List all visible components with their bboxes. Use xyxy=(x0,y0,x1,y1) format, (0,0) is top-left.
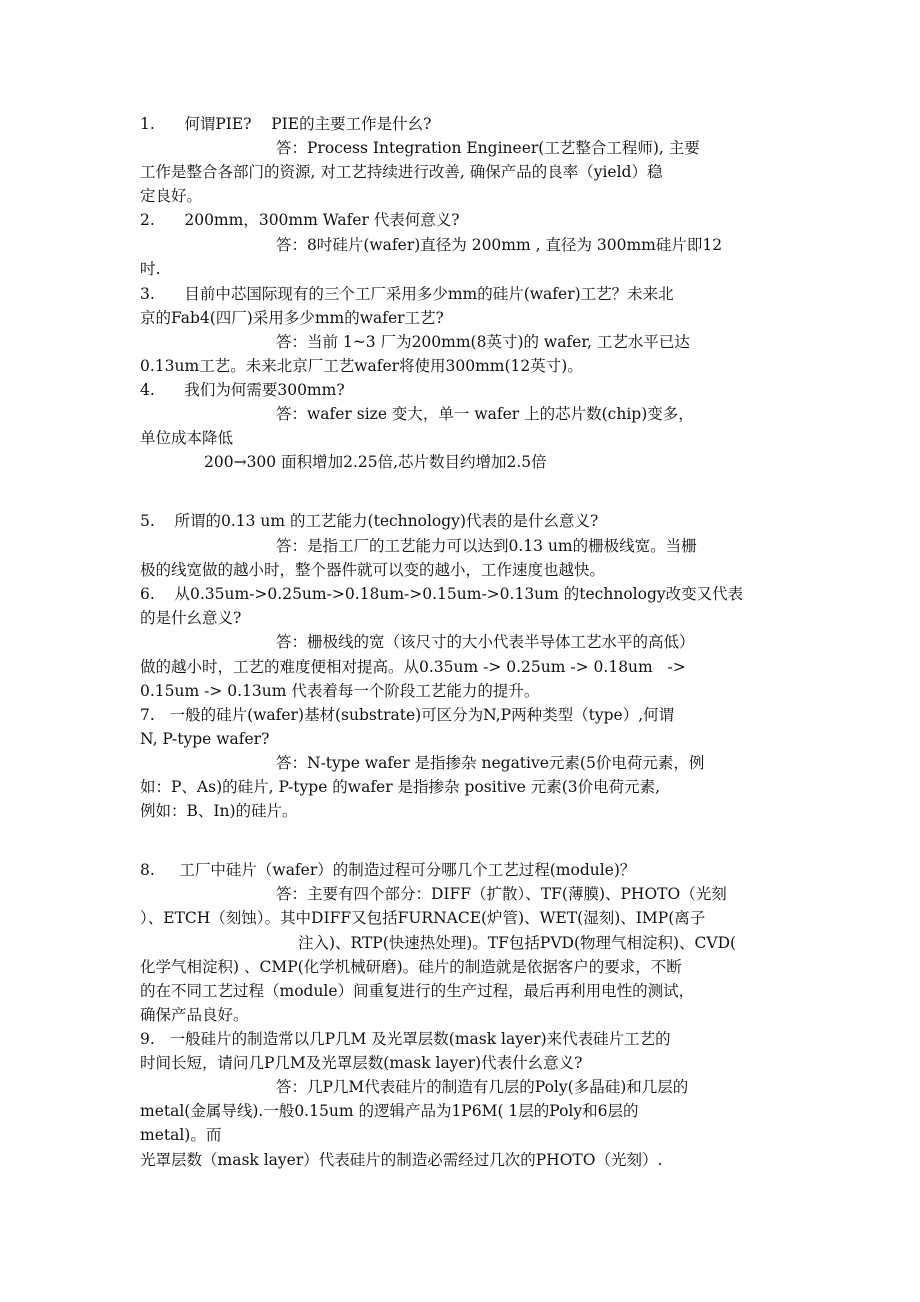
question-2: 2. 200mm，300mm Wafer 代表何意义? xyxy=(140,211,460,229)
answer-5-line-2: 极的线宽做的越小时，整个器件就可以变的越小，工作速度也越快。 xyxy=(140,561,606,579)
answer-9-line-3: metal)。而 xyxy=(140,1126,222,1144)
answer-8-line-2: ）、ETCH（刻蚀）。其中DIFF又包括FURNACE(炉管)、WET(湿刻)、IMP(离子 xyxy=(140,909,706,927)
answer-1-line-3: 定良好。 xyxy=(140,187,203,205)
answer-8-line-3: 注入)、RTP(快速热处理)。TF包括PVD(物理气相淀积)、CVD( xyxy=(298,934,737,952)
answer-4-line-2: 单位成本降低 xyxy=(140,429,234,447)
answer-7-line-1: 答：N-type wafer 是指掺杂 negative元素(5价电荷元素，例 xyxy=(276,754,705,772)
answer-6-line-1: 答：栅极线的宽（该尺寸的大小代表半导体工艺水平的高低） xyxy=(276,633,695,651)
answer-8-line-5: 的在不同工艺过程（module）间重复进行的生产过程，最后再利用电性的测试， xyxy=(140,982,695,1000)
question-6-line-2: 的是什幺意义? xyxy=(140,609,242,627)
answer-5-line-1: 答：是指工厂的工艺能力可以达到0.13 um的栅极线宽。当栅 xyxy=(276,537,697,555)
answer-4-line-1: 答：wafer size 变大，单一 wafer 上的芯片数(chip)变多， xyxy=(276,405,694,423)
answer-2-line-2: 吋. xyxy=(140,260,161,278)
answer-7-line-2: 如：P、As)的硅片, P-type 的wafer 是指掺杂 positive 元素(3价电荷元素, xyxy=(140,778,661,796)
question-1: 1. 何谓PIE? PIE的主要工作是什幺? xyxy=(140,115,432,133)
answer-1-line-1: 答：Process Integration Engineer(工艺整合工程师), 主要 xyxy=(276,139,700,157)
answer-3-line-2: 0.13um工艺。未来北京厂工艺wafer将使用300mm(12英寸)。 xyxy=(140,357,583,375)
answer-9-line-4: 光罩层数（mask layer）代表硅片的制造必需经过几次的PHOTO（光刻）. xyxy=(140,1151,663,1169)
answer-9-line-2: metal(金属导线).一般0.15um 的逻辑产品为1P6M( 1层的Poly和6层的 xyxy=(140,1102,639,1120)
answer-1-line-2: 工作是整合各部门的资源, 对工艺持续进行改善, 确保产品的良率（yield）稳 xyxy=(140,163,663,181)
answer-7-line-3: 例如：B、In)的硅片。 xyxy=(140,802,298,820)
answer-8-line-4: 化学气相淀积) 、CMP(化学机械研磨)。硅片的制造就是依据客户的要求，不断 xyxy=(140,958,682,976)
question-4: 4. 我们为何需要300mm? xyxy=(140,381,345,399)
answer-6-line-3: 0.15um -> 0.13um 代表着每一个阶段工艺能力的提升。 xyxy=(140,682,540,700)
answer-8-line-1: 答：主要有四个部分：DIFF（扩散）、TF(薄膜)、PHOTO（光刻 xyxy=(276,885,727,903)
question-8: 8. 工厂中硅片（wafer）的制造过程可分哪几个工艺过程(module)？ xyxy=(140,861,636,879)
question-7-line-1: 7. 一般的硅片(wafer)基材(substrate)可区分为N,P两种类型（type）,何谓 xyxy=(140,706,675,724)
question-6-line-1: 6. 从0.35um->0.25um->0.18um->0.15um->0.13um 的technology改变又代表 xyxy=(140,585,744,603)
answer-8-line-6: 确保产品良好。 xyxy=(140,1006,249,1024)
answer-6-line-2: 做的越小时，工艺的难度便相对提高。从0.35um -> 0.25um -> 0.18um -> xyxy=(140,658,686,676)
question-3-line-1: 3. 目前中芯国际现有的三个工厂采用多少mm的硅片(wafer)工艺？未来北 xyxy=(140,285,674,303)
answer-2-line-1: 答：8吋硅片(wafer)直径为 200mm , 直径为 300mm硅片即12 xyxy=(276,236,723,254)
answer-3-line-1: 答：当前 1~3 厂为200mm(8英寸)的 wafer, 工艺水平已达 xyxy=(276,333,690,351)
answer-9-line-1: 答：几P几M代表硅片的制造有几层的Poly(多晶硅)和几层的 xyxy=(276,1078,689,1096)
question-5: 5. 所谓的0.13 um 的工艺能力(technology)代表的是什幺意义? xyxy=(140,512,599,530)
question-9-line-2: 时间长短，请问几P几M及光罩层数(mask layer)代表什幺意义? xyxy=(140,1054,583,1072)
question-9-line-1: 9. 一般硅片的制造常以几P几M 及光罩层数(mask layer)来代表硅片工艺的 xyxy=(140,1030,671,1048)
question-7-line-2: N, P-type wafer? xyxy=(140,730,270,748)
question-3-line-2: 京的Fab4(四厂)采用多少mm的wafer工艺? xyxy=(140,309,444,327)
answer-4-line-3: 200→300 面积增加2.25倍,芯片数目约增加2.5倍 xyxy=(204,453,547,471)
